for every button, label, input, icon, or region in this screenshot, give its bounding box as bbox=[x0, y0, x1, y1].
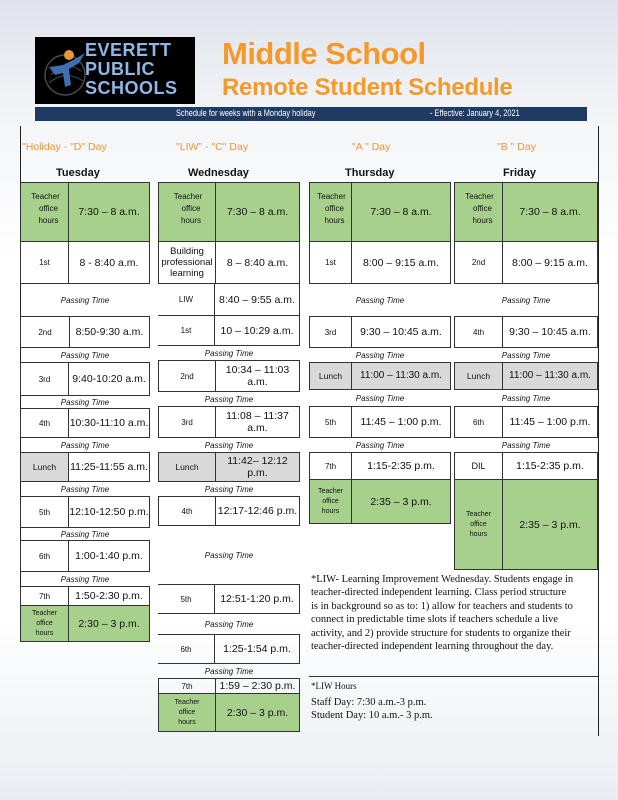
period-cell: 7th bbox=[159, 679, 216, 693]
period-cell: LIW bbox=[158, 284, 215, 315]
note-line: teacher-directed independent learning throughout the day. bbox=[311, 641, 554, 653]
liw-student-day: Student Day: 10 a.m.- 3 p.m. bbox=[311, 710, 433, 721]
passing-time: Passing Time bbox=[204, 666, 254, 676]
time-cell: 11:25-11:55 a.m. bbox=[70, 461, 148, 473]
passing-time: Passing Time bbox=[204, 394, 254, 404]
schedule-row bbox=[20, 452, 150, 482]
label-line: office bbox=[473, 204, 492, 213]
teacher-office-hours-label bbox=[21, 183, 69, 241]
schedule-row bbox=[20, 586, 150, 606]
passing-time: Passing Time bbox=[204, 440, 254, 450]
note-line: is in background so as to: 1) allow for teachers and students to bbox=[311, 600, 573, 612]
time-cell: 11:45 – 1:00 p.m. bbox=[360, 416, 442, 428]
passing-time: Passing Time bbox=[60, 440, 110, 450]
period-cell: Lunch bbox=[21, 453, 69, 481]
time-cell: 9:30 – 10:45 a.m. bbox=[509, 326, 591, 338]
label-line: hours bbox=[35, 630, 54, 637]
schedule-row bbox=[454, 242, 598, 284]
label-line: hours bbox=[469, 530, 488, 538]
time-cell: 8:00 – 9:15 a.m. bbox=[512, 256, 588, 269]
schedule-row bbox=[309, 242, 451, 284]
label-line: office bbox=[178, 708, 196, 716]
time-cell: 8:50-9:30 a.m. bbox=[69, 317, 149, 347]
period-cell: 4th bbox=[159, 497, 216, 525]
schedule-row bbox=[158, 242, 300, 284]
period-cell bbox=[159, 242, 216, 283]
friday-day-type: "B " Day bbox=[497, 141, 536, 153]
schedule-row bbox=[454, 362, 598, 390]
schedule-row bbox=[454, 182, 598, 242]
label-line: office bbox=[325, 204, 344, 213]
label-line: Teacher bbox=[318, 487, 343, 495]
time-cell: 8:00 – 9:15 a.m. bbox=[363, 256, 439, 269]
schedule-row bbox=[158, 182, 300, 242]
schedule-row bbox=[309, 182, 451, 242]
period-cell: 7th bbox=[21, 587, 69, 605]
notes-divider bbox=[309, 676, 598, 677]
wednesday-heading: Wednesday bbox=[188, 167, 249, 179]
time-cell: 2:35 – 3 p.m. bbox=[519, 518, 581, 531]
time-cell: 1:25-1:54 p.m. bbox=[223, 643, 291, 655]
teacher-office-hours-label bbox=[310, 183, 352, 241]
schedule-row bbox=[20, 408, 150, 438]
liw-description bbox=[311, 573, 597, 653]
schedule-row bbox=[20, 496, 150, 528]
period-cell: 1st bbox=[21, 242, 69, 283]
time-cell: 1:00-1:40 p.m. bbox=[75, 550, 143, 562]
passing-time: Passing Time bbox=[501, 393, 551, 403]
schedule-row bbox=[158, 634, 300, 664]
label-line: Teacher bbox=[317, 192, 346, 201]
time-cell: 11:42– 12:12 p.m. bbox=[216, 453, 299, 481]
label-line: hours bbox=[38, 216, 59, 225]
page-subtitle: Remote Student Schedule bbox=[222, 74, 513, 101]
time-cell: 2:30 – 3 p.m. bbox=[226, 706, 289, 719]
schedule-row bbox=[158, 678, 300, 694]
period-cell: 6th bbox=[21, 541, 69, 571]
period-cell: Lunch bbox=[455, 363, 503, 389]
liw-staff-day: Staff Day: 7:30 a.m.-3 p.m. bbox=[311, 697, 427, 708]
schedule-row bbox=[454, 316, 598, 348]
period-cell: 5th bbox=[21, 497, 69, 527]
label-line: hours bbox=[324, 216, 345, 225]
note-line: activity, and 2) provide structure for students to organize their bbox=[311, 627, 571, 639]
period-cell: 5th bbox=[310, 407, 352, 437]
period-cell: 1st bbox=[310, 242, 352, 283]
label-line: office bbox=[322, 497, 339, 505]
tuesday-day-type: "Holiday - "D" Day bbox=[22, 141, 107, 153]
time-cell: 10:34 – 11:03 a.m. bbox=[225, 364, 290, 388]
note-line: *LIW- Learning Improvement Wednesday. Students engage in bbox=[311, 574, 574, 585]
time-cell: 7:30 – 8 a.m. bbox=[519, 206, 581, 218]
period-cell: 6th bbox=[455, 407, 503, 437]
logo-line-2: PUBLIC bbox=[85, 59, 155, 79]
schedule-row bbox=[20, 362, 150, 396]
period-cell: 7th bbox=[310, 453, 352, 479]
time-cell: 12:10-12:50 p.m. bbox=[69, 506, 149, 518]
schedule-row bbox=[20, 316, 150, 348]
label-line: office bbox=[470, 520, 487, 528]
schedule-row bbox=[20, 540, 150, 572]
passing-time: Passing Time bbox=[204, 619, 254, 629]
tuesday-heading: Tuesday bbox=[56, 167, 100, 179]
passing-time: Passing Time bbox=[355, 393, 405, 403]
label-line: office bbox=[36, 620, 53, 627]
label-line: office bbox=[39, 204, 58, 213]
label-line: hours bbox=[321, 507, 340, 515]
period-cell: 1st bbox=[158, 316, 215, 345]
label-line: learning bbox=[170, 268, 204, 279]
period-cell: 6th bbox=[158, 635, 215, 663]
teacher-office-hours-label bbox=[455, 480, 503, 569]
time-cell: 11:45 – 1:00 p.m. bbox=[509, 416, 591, 428]
label-line: Teacher bbox=[465, 192, 494, 201]
time-cell: 11:00 – 11:30 a.m. bbox=[503, 363, 597, 389]
period-cell: 2nd bbox=[38, 327, 52, 337]
passing-time: Passing Time bbox=[355, 350, 405, 360]
schedule-row bbox=[20, 606, 150, 642]
time-cell: 7:30 – 8 a.m. bbox=[370, 206, 432, 218]
period-cell: 2nd bbox=[455, 242, 503, 283]
time-cell: 12:51-1:20 p.m. bbox=[220, 593, 294, 605]
info-bar-schedule-text: Schedule for weeks with a Monday holiday bbox=[176, 108, 316, 118]
passing-time: Passing Time bbox=[355, 440, 405, 450]
friday-heading: Friday bbox=[503, 167, 537, 179]
right-border-line bbox=[598, 126, 599, 736]
teacher-office-hours-label bbox=[310, 480, 352, 523]
schedule-row bbox=[454, 452, 598, 480]
period-cell: 3rd bbox=[21, 363, 69, 395]
period-cell: 3rd bbox=[159, 407, 216, 437]
schedule-row bbox=[20, 182, 150, 242]
teacher-office-hours-label bbox=[159, 183, 216, 241]
district-logo bbox=[35, 37, 195, 104]
passing-time: Passing Time bbox=[355, 295, 405, 305]
page-title: Middle School bbox=[222, 36, 426, 71]
passing-time: Passing Time bbox=[501, 350, 551, 360]
passing-time: Passing Time bbox=[501, 295, 551, 305]
teacher-office-hours-label bbox=[455, 183, 503, 241]
passing-time: Passing Time bbox=[60, 529, 110, 539]
note-line: teacher-directed independent learning. Class period structure bbox=[311, 587, 567, 599]
schedule-row bbox=[309, 406, 451, 438]
teacher-office-hours-label bbox=[21, 606, 69, 641]
time-cell: 7:30 – 8 a.m. bbox=[226, 206, 289, 218]
time-cell: 2:35 – 3 p.m. bbox=[370, 495, 432, 508]
schedule-row bbox=[309, 480, 451, 524]
passing-time: Passing Time bbox=[204, 484, 254, 494]
passing-time: Passing Time bbox=[60, 574, 110, 584]
time-cell: 9:30 – 10:45 a.m. bbox=[360, 326, 442, 338]
label-line: Teacher bbox=[466, 510, 491, 518]
label-line: Teacher bbox=[32, 610, 57, 617]
teacher-office-hours-label bbox=[159, 694, 216, 731]
wednesday-day-type: "LIW" - "C" Day bbox=[176, 141, 249, 153]
passing-time: Passing Time bbox=[60, 295, 110, 305]
label-line: hours bbox=[178, 718, 196, 726]
schedule-row bbox=[309, 362, 451, 390]
time-cell: 10:30-11:10 a.m. bbox=[69, 417, 149, 429]
note-line: connect in predictable time slots if teachers schedule a live bbox=[311, 614, 558, 626]
time-cell: 11:08 – 11:37 a.m. bbox=[226, 410, 289, 434]
logo-line-3: SCHOOLS bbox=[85, 78, 178, 98]
time-cell: 9:40-10:20 a.m. bbox=[72, 373, 146, 385]
schedule-row bbox=[158, 406, 300, 438]
logo-line-1: EVERETT bbox=[85, 40, 172, 60]
period-cell: 3rd bbox=[310, 317, 352, 347]
schedule-row bbox=[158, 360, 300, 392]
time-cell: 11:00 – 11:30 a.m. bbox=[352, 363, 450, 389]
time-cell: 8 – 8:40 a.m. bbox=[226, 256, 289, 269]
schedule-row bbox=[454, 480, 598, 570]
period-cell: 2nd bbox=[159, 361, 216, 391]
period-cell: Lunch bbox=[159, 453, 216, 481]
schedule-row bbox=[158, 496, 300, 526]
period-cell: DIL bbox=[455, 453, 503, 479]
passing-time: Passing Time bbox=[60, 397, 110, 407]
time-cell: 7:30 – 8 a.m. bbox=[78, 206, 140, 218]
schedule-row bbox=[158, 452, 300, 482]
passing-time: Passing Time bbox=[60, 484, 110, 494]
time-cell: 1:15-2:35 p.m. bbox=[516, 460, 584, 472]
schedule-row bbox=[158, 584, 300, 614]
passing-time: Passing Time bbox=[501, 440, 551, 450]
thursday-heading: Thursday bbox=[345, 167, 395, 179]
time-cell: 8:40 – 9:55 a.m. bbox=[219, 293, 295, 306]
period-cell: 4th bbox=[455, 317, 503, 347]
period-cell: Lunch bbox=[310, 363, 352, 389]
time-cell: 12:17-12:46 p.m. bbox=[217, 505, 298, 517]
time-cell: 1:59 – 2:30 p.m. bbox=[219, 680, 296, 692]
liw-hours-title: *LIW Hours bbox=[311, 681, 357, 691]
label-line: Teacher bbox=[174, 698, 200, 706]
time-cell: 8 - 8:40 a.m. bbox=[79, 256, 139, 269]
schedule-row bbox=[454, 406, 598, 438]
running-figure-icon bbox=[41, 45, 89, 97]
info-bar-effective-text: - Effective: January 4, 2021 bbox=[430, 108, 520, 118]
label-line: Teacher bbox=[173, 192, 203, 201]
period-cell: 5th bbox=[158, 585, 215, 613]
schedule-row bbox=[158, 316, 300, 346]
time-cell: 1:15-2:35 p.m. bbox=[367, 460, 435, 472]
schedule-row bbox=[309, 452, 451, 480]
time-cell: 10 – 10:29 a.m. bbox=[220, 324, 294, 337]
schedule-row bbox=[20, 242, 150, 284]
period-cell: 4th bbox=[21, 409, 69, 437]
schedule-row bbox=[158, 284, 300, 316]
time-cell: 2:30 – 3 p.m. bbox=[78, 617, 140, 630]
label-line: Building bbox=[170, 246, 204, 257]
label-line: professional bbox=[161, 257, 213, 268]
label-line: hours bbox=[472, 216, 493, 225]
passing-time: Passing Time bbox=[60, 350, 110, 360]
thursday-day-type: "A " Day bbox=[352, 141, 391, 153]
time-cell: 1:50-2:30 p.m. bbox=[75, 590, 143, 602]
label-line: hours bbox=[180, 216, 201, 225]
label-line: office bbox=[181, 204, 201, 213]
schedule-row bbox=[309, 316, 451, 348]
passing-time: Passing Time bbox=[204, 348, 254, 358]
passing-time: Passing Time bbox=[204, 550, 254, 560]
schedule-row bbox=[158, 694, 300, 732]
label-line: Teacher bbox=[31, 192, 60, 201]
